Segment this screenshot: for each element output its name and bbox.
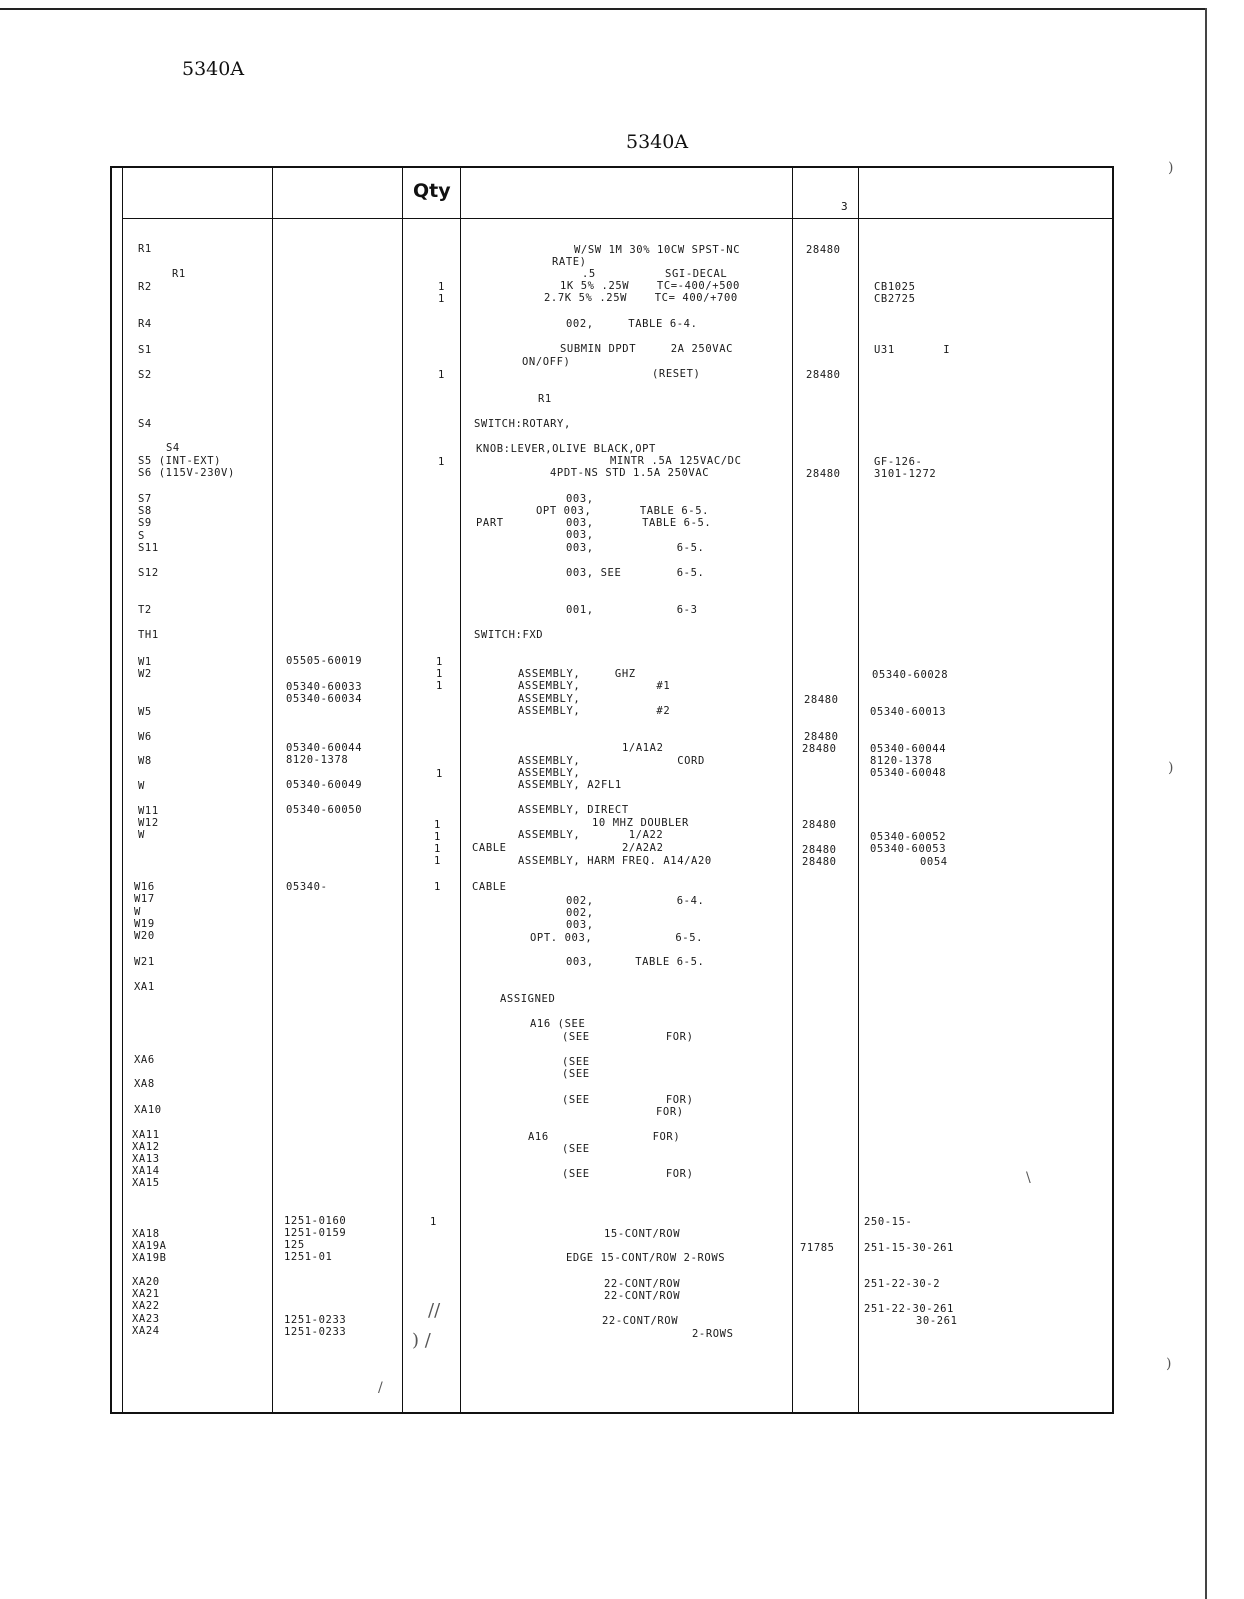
desc-line: ASSIGNED — [500, 993, 556, 1005]
desc-line: R1 — [538, 393, 552, 405]
desc-line: (SEE — [562, 1143, 590, 1155]
desc-line: ASSEMBLY, HARM FREQ. A14/A20 — [518, 855, 712, 867]
ref-xa19a: XA19A — [132, 1240, 167, 1252]
scan-mark: // — [428, 1300, 441, 1321]
desc-line: 1/A1A2 — [622, 742, 664, 754]
ref-s2: S2 — [138, 369, 152, 381]
desc-line: (SEE FOR) — [562, 1168, 694, 1180]
ref-w16: W16 — [134, 881, 155, 893]
mfrpn-w2: 05340-60028 — [872, 669, 949, 681]
ref-xa24: XA24 — [132, 1325, 160, 1337]
model-number-center: 5340A — [626, 131, 689, 153]
qty-w8: 1 — [436, 768, 443, 780]
desc-line: 10 MHZ DOUBLER — [592, 817, 689, 829]
desc-line: 002, 6-4. — [566, 895, 705, 907]
ref-xa10: XA10 — [134, 1104, 162, 1116]
ref-s10: S — [138, 530, 145, 542]
ref-w17: W17 — [134, 893, 155, 905]
ref-w20: W20 — [134, 930, 155, 942]
ref-xa14: XA14 — [132, 1165, 160, 1177]
mfr-w12b: 28480 — [802, 844, 837, 856]
mfrpn-xa22: 251-22-30-261 — [864, 1303, 954, 1315]
desc-line: 003, 6-5. — [566, 542, 705, 554]
part-w6a: 05340-60044 — [286, 742, 363, 754]
scan-edge-top — [0, 8, 1206, 10]
mfr-s5: 28480 — [806, 468, 841, 480]
desc-line: 15-CONT/ROW — [604, 1228, 681, 1240]
ref-w12: W12 — [138, 817, 159, 829]
ref-r1b: R1 — [172, 268, 186, 280]
qty-w2a: 1 — [436, 668, 443, 680]
desc-line: EDGE 15-CONT/ROW 2-ROWS — [566, 1252, 726, 1264]
ref-xa19b: XA19B — [132, 1252, 167, 1264]
mfr-xa19: 71785 — [800, 1242, 835, 1254]
part-w2a: 05340-60033 — [286, 681, 363, 693]
ref-xa15: XA15 — [132, 1177, 160, 1189]
desc-line: (SEE — [562, 1056, 590, 1068]
mfrpn-w12a: 05340-60052 — [870, 831, 947, 843]
qty-column-header: Qty — [413, 180, 451, 202]
desc-line: 1K 5% .25W TC=-400/+500 — [560, 280, 740, 292]
desc-line: W/SW 1M 30% 10CW SPST-NC — [574, 244, 741, 256]
ref-s7: S7 — [138, 493, 152, 505]
desc-line: 002, — [566, 907, 594, 919]
part-w2b: 05340-60034 — [286, 693, 363, 705]
qty-w2b: 1 — [436, 680, 443, 692]
desc-line: 22-CONT/ROW — [604, 1278, 681, 1290]
desc-line: (SEE — [562, 1068, 590, 1080]
desc-line: CABLE — [472, 842, 507, 854]
desc-line: OPT 003, TABLE 6-5. — [536, 505, 710, 517]
mfrpn-w5: 05340-60013 — [870, 706, 947, 718]
mfrpn-s5a: GF-126- — [874, 456, 923, 468]
ref-xa11: XA11 — [132, 1129, 160, 1141]
desc-line: 2.7K 5% .25W TC= 400/+700 — [544, 292, 738, 304]
mfrpn-xa20: 251-22-30-2 — [864, 1278, 941, 1290]
ref-xa12: XA12 — [132, 1141, 160, 1153]
header-rule — [122, 218, 1114, 219]
desc-line: A16 (SEE — [530, 1018, 586, 1030]
ref-s6: S6 (115V-230V) — [138, 467, 235, 479]
model-number-top: 5340A — [182, 58, 245, 80]
desc-line: 4PDT-NS STD 1.5A 250VAC — [550, 467, 710, 479]
desc-line: 003, — [566, 529, 594, 541]
scan-mark: \ — [1026, 1170, 1031, 1186]
desc-line: ASSEMBLY, A2FL1 — [518, 779, 622, 791]
part-xa24: 1251-0233 — [284, 1326, 347, 1338]
ref-w2: W2 — [138, 668, 152, 680]
ref-s4b: S4 — [166, 442, 180, 454]
part-xa19b: 125 — [284, 1239, 305, 1251]
mfrpn-s5b: 3101-1272 — [874, 468, 937, 480]
mfr-w12a: 28480 — [802, 819, 837, 831]
ref-w11: W11 — [138, 805, 159, 817]
ref-xa1: XA1 — [134, 981, 155, 993]
ref-r1: R1 — [138, 243, 152, 255]
desc-line: ASSEMBLY, #2 — [518, 705, 671, 717]
ref-s9: S9 — [138, 517, 152, 529]
mfrpn-w6b: 8120-1378 — [870, 755, 933, 767]
column-divider-mfr — [858, 166, 859, 1414]
desc-line: .5 SGI-DECAL — [582, 268, 728, 280]
ref-xa8: XA8 — [134, 1078, 155, 1090]
scan-mark: ) — [1168, 160, 1174, 176]
mfr-s2: 28480 — [806, 369, 841, 381]
ref-xa21: XA21 — [132, 1288, 160, 1300]
column-divider-desc — [792, 166, 793, 1414]
ref-s1: S1 — [138, 344, 152, 356]
ref-th1: TH1 — [138, 629, 159, 641]
mfrpn-w12b: 05340-60053 — [870, 843, 947, 855]
column-divider-ref — [272, 166, 273, 1414]
desc-line: 2-ROWS — [692, 1328, 734, 1340]
desc-line: ASSEMBLY, — [518, 767, 581, 779]
ref-xa23: XA23 — [132, 1313, 160, 1325]
column-divider-part — [402, 166, 403, 1414]
part-xa19c: 1251-01 — [284, 1251, 333, 1263]
desc-line: ASSEMBLY, 1/A22 — [518, 829, 664, 841]
ref-w5: W5 — [138, 706, 152, 718]
part-w11: 05340-60050 — [286, 804, 363, 816]
ref-w6: W6 — [138, 731, 152, 743]
qty-w12c: 1 — [434, 843, 441, 855]
desc-line: 002, TABLE 6-4. — [566, 318, 698, 330]
ref-xa13: XA13 — [132, 1153, 160, 1165]
ref-s12: S12 — [138, 567, 159, 579]
desc-line: OPT. 003, 6-5. — [530, 932, 704, 944]
qty-w1: 1 — [436, 656, 443, 668]
qty-s5: 1 — [438, 456, 445, 468]
ref-w13: W — [138, 829, 145, 841]
part-xa19a: 1251-0159 — [284, 1227, 347, 1239]
desc-line: CABLE — [472, 881, 507, 893]
desc-line: 001, 6-3 — [566, 604, 698, 616]
ref-s5: S5 (INT-EXT) — [138, 455, 222, 467]
ref-s11: S11 — [138, 542, 159, 554]
part-w9: 05340-60049 — [286, 779, 363, 791]
desc-line: SUBMIN DPDT 2A 250VAC — [560, 343, 734, 355]
desc-line: 003, SEE 6-5. — [566, 567, 705, 579]
desc-line: ASSEMBLY, — [518, 693, 581, 705]
mfrpn-r2a: CB1025 — [874, 281, 916, 293]
qty-r2a: 1 — [438, 281, 445, 293]
ref-xa20: XA20 — [132, 1276, 160, 1288]
part-xa23: 1251-0233 — [284, 1314, 347, 1326]
mfr-r1: 28480 — [806, 244, 841, 256]
ref-xa18: XA18 — [132, 1228, 160, 1240]
part-w1: 05505-60019 — [286, 655, 363, 667]
scan-mark: ) / — [412, 1330, 431, 1351]
desc-line: ASSEMBLY, #1 — [518, 680, 671, 692]
qty-xa18: 1 — [430, 1216, 437, 1228]
mfrpn-r2b: CB2725 — [874, 293, 916, 305]
qty-w12a: 1 — [434, 819, 441, 831]
desc-line: ASSEMBLY, GHZ — [518, 668, 636, 680]
desc-line: SWITCH:ROTARY, — [474, 418, 571, 430]
desc-line: FOR) — [656, 1106, 684, 1118]
ref-w8: W8 — [138, 755, 152, 767]
scan-mark: ) — [1166, 1356, 1172, 1372]
mfrpn-xa23: 30-261 — [916, 1315, 958, 1327]
desc-line: (RESET) — [652, 368, 701, 380]
desc-line: MINTR .5A 125VAC/DC — [610, 455, 742, 467]
ref-t2: T2 — [138, 604, 152, 616]
ref-xa22: XA22 — [132, 1300, 160, 1312]
desc-line: RATE) — [552, 256, 587, 268]
qty-w12b: 1 — [434, 831, 441, 843]
scan-mark: ) — [1168, 760, 1174, 776]
desc-line: A16 FOR) — [528, 1131, 681, 1143]
mfr-w2: 28480 — [804, 694, 839, 706]
table-left-rule — [122, 166, 123, 1414]
mfrpn-xa19: 251-15-30-261 — [864, 1242, 954, 1254]
ref-w9: W — [138, 780, 145, 792]
qty-r2b: 1 — [438, 293, 445, 305]
ref-w19: W19 — [134, 918, 155, 930]
desc-line: 22-CONT/ROW — [604, 1290, 681, 1302]
ref-w1: W1 — [138, 656, 152, 668]
mfr-column-header: 3 — [841, 200, 848, 213]
mfrpn-xa18: 250-15- — [864, 1216, 913, 1228]
mfr-w12c: 28480 — [802, 856, 837, 868]
desc-line: 003, TABLE 6-5. — [566, 517, 712, 529]
ref-s8: S8 — [138, 505, 152, 517]
mfr-w6b: 28480 — [802, 743, 837, 755]
desc-line: SWITCH:FXD — [474, 629, 544, 641]
part-xa18: 1251-0160 — [284, 1215, 347, 1227]
desc-line: (SEE FOR) — [562, 1094, 694, 1106]
mfrpn-w6c: 05340-60048 — [870, 767, 947, 779]
mfr-w6a: 28480 — [804, 731, 839, 743]
desc-line: ASSEMBLY, DIRECT — [518, 804, 629, 816]
desc-line: PART — [476, 517, 504, 529]
desc-line: 22-CONT/ROW — [602, 1315, 679, 1327]
qty-w12d: 1 — [434, 855, 441, 867]
desc-line: 003, — [566, 493, 594, 505]
part-w8: 8120-1378 — [286, 754, 349, 766]
desc-line: (SEE FOR) — [562, 1031, 694, 1043]
ref-r2: R2 — [138, 281, 152, 293]
qty-w16: 1 — [434, 881, 441, 893]
ref-r4: R4 — [138, 318, 152, 330]
scan-edge-right — [1205, 8, 1207, 1599]
ref-w18: W — [134, 906, 141, 918]
desc-line: ASSEMBLY, CORD — [518, 755, 705, 767]
column-divider-qty — [460, 166, 461, 1414]
desc-line: 003, TABLE 6-5. — [566, 956, 705, 968]
qty-s2: 1 — [438, 369, 445, 381]
desc-line: KNOB:LEVER,OLIVE BLACK,OPT — [476, 443, 656, 455]
desc-line: 003, — [566, 919, 594, 931]
ref-s4: S4 — [138, 418, 152, 430]
ref-w21: W21 — [134, 956, 155, 968]
mfrpn-s1: U31 I — [874, 344, 951, 356]
mfrpn-w12c: 0054 — [920, 856, 948, 868]
scan-mark: / — [378, 1380, 383, 1396]
desc-line: 2/A2A2 — [622, 842, 664, 854]
mfrpn-w6a: 05340-60044 — [870, 743, 947, 755]
ref-xa6: XA6 — [134, 1054, 155, 1066]
desc-line: ON/OFF) — [522, 356, 571, 368]
part-w16: 05340- — [286, 881, 328, 893]
